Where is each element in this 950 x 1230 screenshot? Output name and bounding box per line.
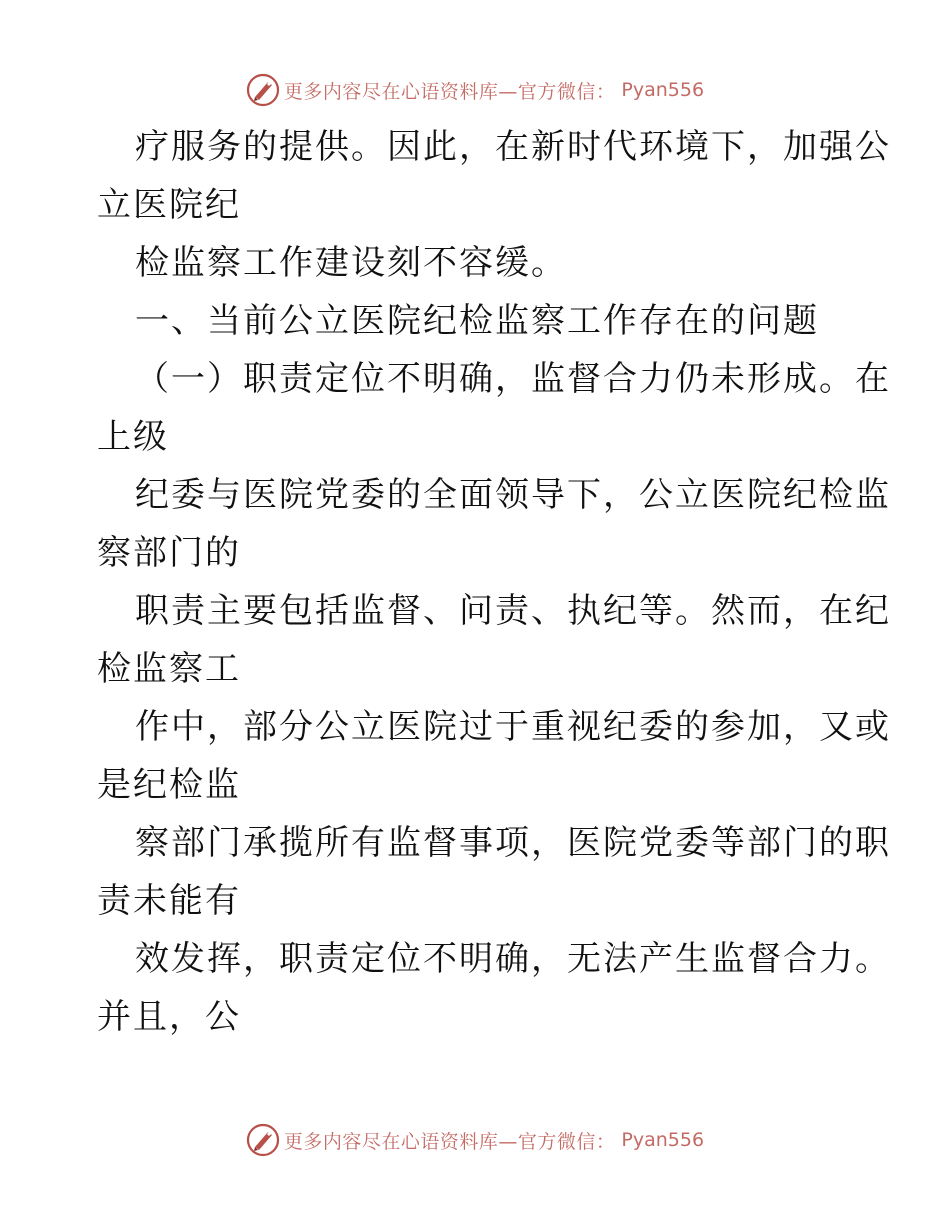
pen-logo-icon [246, 1123, 280, 1157]
header-watermark-banner [0, 70, 950, 110]
text-line: 检监察工作建设刻不容缓。 [135, 243, 567, 283]
pen-logo-icon [246, 73, 280, 107]
watermark-text: 更多内容尽在心语资料库—官方微信： [283, 80, 616, 103]
text-line: 立医院纪 [97, 185, 241, 225]
text-line: 效发挥，职责定位不明确，无法产生监督合力。 [135, 939, 891, 979]
watermark-wechat-handle: Pyan556 [621, 79, 705, 101]
text-line: 上级 [97, 417, 169, 457]
text-line: 察部门承揽所有监督事项，医院党委等部门的职 [135, 823, 891, 863]
watermark-text: 更多内容尽在心语资料库—官方微信： [283, 1130, 616, 1153]
text-line: 责未能有 [97, 881, 241, 921]
footer-watermark-banner [0, 1120, 950, 1160]
document-body [97, 118, 891, 1046]
text-line: 察部门的 [97, 533, 241, 573]
text-line: 并且，公 [97, 997, 241, 1037]
text-line: 检监察工 [97, 649, 241, 689]
text-line: 疗服务的提供。因此，在新时代环境下，加强公 [135, 127, 891, 167]
section-heading: 一、当前公立医院纪检监察工作存在的问题 [135, 301, 819, 341]
text-line: （一）职责定位不明确，监督合力仍未形成。在 [135, 359, 891, 399]
watermark-wechat-handle: Pyan556 [621, 1129, 705, 1151]
text-line: 作中，部分公立医院过于重视纪委的参加，又或 [135, 707, 891, 747]
text-line: 纪委与医院党委的全面领导下，公立医院纪检监 [135, 475, 891, 515]
text-line: 是纪检监 [97, 765, 241, 805]
text-line: 职责主要包括监督、问责、执纪等。然而，在纪 [135, 591, 891, 631]
